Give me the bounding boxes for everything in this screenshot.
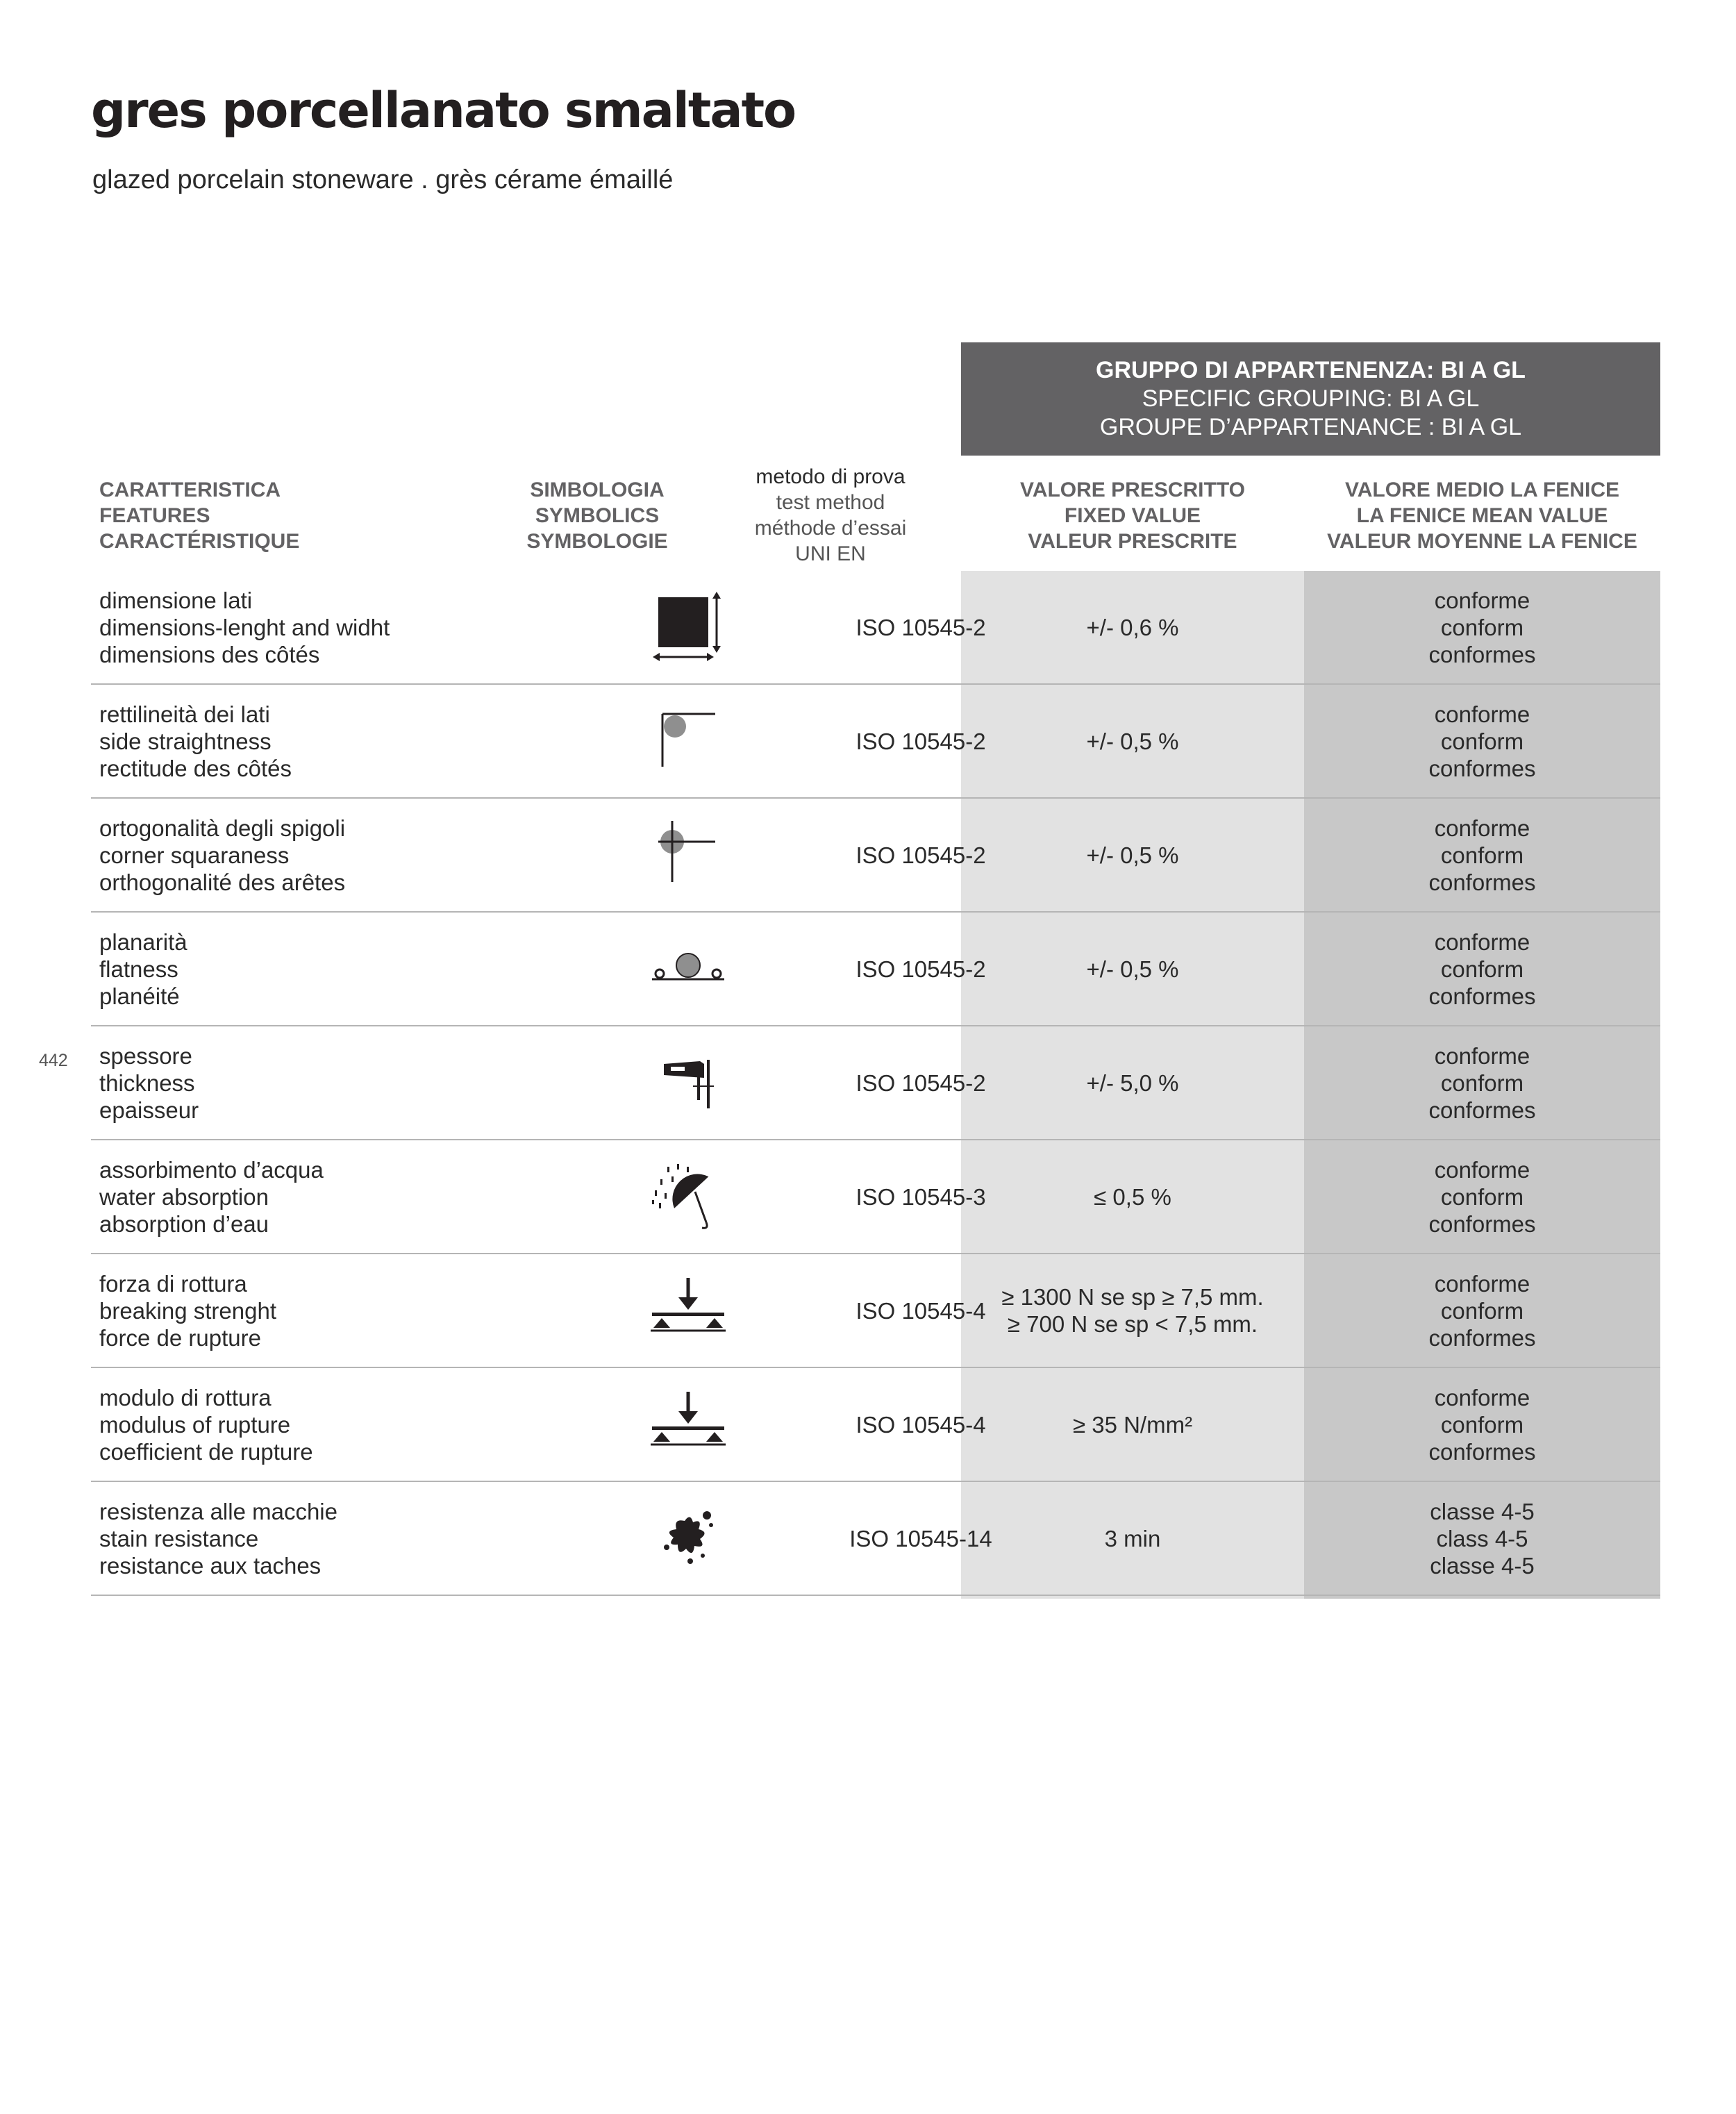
header-mean-en: LA FENICE MEAN VALUE: [1356, 503, 1608, 527]
fixed-value-cell: [961, 1368, 1304, 1481]
fixed-value-cell: [961, 685, 1304, 797]
mean-value-cell: [1304, 913, 1660, 1025]
header-method: [726, 460, 935, 571]
feature-en: side straightness: [99, 728, 272, 754]
fixed-value: +/- 0,5 %: [1086, 728, 1179, 754]
fixed-value-line-1: ≥ 1300 N se sp ≥ 7,5 mm.: [1001, 1284, 1264, 1310]
feature-en: stain resistance: [99, 1525, 259, 1551]
table-row: [91, 913, 1660, 1026]
header-symbol-fr: SYMBOLOGIE: [526, 529, 668, 553]
header-mean-fr: VALEUR MOYENNE LA FENICE: [1327, 529, 1637, 553]
feature-cell: [99, 1026, 530, 1139]
fixed-value-cell: [961, 1482, 1304, 1595]
method-cell: ISO 10545-14: [849, 1525, 992, 1551]
mean-fr: classe 4-5: [1430, 1552, 1535, 1579]
method-cell: ISO 10545-2: [856, 728, 986, 754]
mean-it: conforme: [1434, 1270, 1530, 1297]
mean-value-cell: [1304, 799, 1660, 911]
feature-fr: orthogonalité des arêtes: [99, 869, 346, 895]
mean-it: conforme: [1434, 929, 1530, 955]
mean-value-cell: [1304, 1254, 1660, 1367]
mean-en: class 4-5: [1436, 1525, 1528, 1551]
feature-cell: [99, 799, 530, 911]
header-fixed-en: FIXED VALUE: [1064, 503, 1201, 527]
method-cell: ISO 10545-2: [856, 956, 986, 982]
feature-it: resistenza alle macchie: [99, 1498, 337, 1524]
mean-en: conform: [1440, 1297, 1524, 1324]
feature-cell: [99, 1368, 530, 1481]
mean-en: conform: [1440, 842, 1524, 868]
feature-fr: epaisseur: [99, 1097, 199, 1123]
feature-it: modulo di rottura: [99, 1384, 272, 1410]
table-row: [91, 685, 1660, 799]
fixed-value: +/- 5,0 %: [1086, 1070, 1179, 1096]
mean-fr: conformes: [1428, 641, 1536, 667]
feature-cell: [99, 913, 530, 1025]
feature-fr: absorption d’eau: [99, 1210, 269, 1237]
mean-value-cell: [1304, 571, 1660, 683]
header-symbol-en: SYMBOLICS: [535, 503, 660, 527]
mean-en: conform: [1440, 728, 1524, 754]
header-fixed-it: VALORE PRESCRITTO: [1020, 478, 1245, 501]
mean-fr: conformes: [1428, 1438, 1536, 1465]
header-method-en: test method: [776, 491, 885, 514]
feature-en: modulus of rupture: [99, 1411, 291, 1438]
mean-fr: conformes: [1428, 1097, 1536, 1123]
method-cell: ISO 10545-4: [856, 1297, 986, 1324]
page-title: gres porcellanato smaltato: [91, 82, 796, 139]
feature-fr: coefficient de rupture: [99, 1438, 313, 1465]
feature-fr: resistance aux taches: [99, 1552, 322, 1579]
table-row: [91, 1482, 1660, 1596]
fixed-value: +/- 0,5 %: [1086, 842, 1179, 868]
mean-value-cell: [1304, 685, 1660, 797]
mean-fr: conformes: [1428, 1324, 1536, 1351]
fixed-value-line-2: ≥ 700 N se sp < 7,5 mm.: [1007, 1311, 1258, 1337]
method-cell: ISO 10545-3: [856, 1183, 986, 1210]
mean-en: conform: [1440, 614, 1524, 640]
method-cell: ISO 10545-2: [856, 614, 986, 640]
mean-en: conform: [1440, 956, 1524, 982]
mean-value-cell: [1304, 1140, 1660, 1253]
header-feature: [99, 460, 488, 571]
feature-it: planarità: [99, 929, 187, 955]
feature-cell: [99, 1482, 530, 1595]
method-cell: ISO 10545-2: [856, 1070, 986, 1096]
feature-it: dimensione lati: [99, 587, 253, 613]
mean-en: conform: [1440, 1411, 1524, 1438]
feature-cell: [99, 685, 530, 797]
mean-value-cell: [1304, 1026, 1660, 1139]
mean-it: conforme: [1434, 701, 1530, 727]
mean-fr: conformes: [1428, 983, 1536, 1009]
header-fixed-value: [961, 460, 1304, 571]
feature-it: rettilineità dei lati: [99, 701, 270, 727]
header-symbol: [500, 460, 694, 571]
header-symbol-it: SIMBOLOGIA: [530, 478, 665, 501]
grouping-band: [961, 342, 1660, 456]
fixed-value-cell: [961, 799, 1304, 911]
mean-it: conforme: [1434, 815, 1530, 841]
mean-en: conform: [1440, 1070, 1524, 1096]
feature-en: dimensions-lenght and widht: [99, 614, 390, 640]
method-cell: ISO 10545-4: [856, 1411, 986, 1438]
feature-fr: dimensions des côtés: [99, 641, 320, 667]
mean-fr: conformes: [1428, 755, 1536, 781]
header-feature-fr: CARACTÉRISTIQUE: [99, 529, 300, 553]
fixed-value: 3 min: [1104, 1525, 1161, 1551]
mean-fr: conformes: [1428, 869, 1536, 895]
table-row: [91, 799, 1660, 913]
mean-fr: conformes: [1428, 1210, 1536, 1237]
table-row: [91, 1140, 1660, 1254]
mean-it: conforme: [1434, 1156, 1530, 1183]
fixed-value: ≥ 35 N/mm²: [1072, 1411, 1193, 1438]
table-row: [91, 571, 1660, 685]
feature-fr: planéité: [99, 983, 180, 1009]
page-number: 442: [39, 1051, 68, 1070]
table-row: [91, 1026, 1660, 1140]
table-row: [91, 1254, 1660, 1368]
header-fixed-fr: VALEUR PRESCRITE: [1028, 529, 1237, 553]
fixed-value-cell: [961, 1254, 1304, 1367]
feature-en: thickness: [99, 1070, 195, 1096]
fixed-value-cell: [961, 1140, 1304, 1253]
feature-en: flatness: [99, 956, 178, 982]
mean-value-cell: [1304, 1368, 1660, 1481]
header-mean-it: VALORE MEDIO LA FENICE: [1344, 478, 1619, 501]
feature-it: spessore: [99, 1042, 192, 1069]
header-feature-en: FEATURES: [99, 503, 210, 527]
fixed-value-cell: [961, 571, 1304, 683]
page-subtitle: glazed porcelain stoneware . grès cérame émaillé: [92, 165, 674, 194]
method-cell: ISO 10545-2: [856, 842, 986, 868]
feature-fr: rectitude des côtés: [99, 755, 292, 781]
mean-it: conforme: [1434, 587, 1530, 613]
feature-en: water absorption: [99, 1183, 269, 1210]
fixed-value: +/- 0,5 %: [1086, 956, 1179, 982]
feature-it: ortogonalità degli spigoli: [99, 815, 346, 841]
grouping-line-en: SPECIFIC GROUPING: BI A GL: [1142, 385, 1480, 412]
feature-en: corner squaraness: [99, 842, 290, 868]
feature-en: breaking strenght: [99, 1297, 276, 1324]
mean-value-cell: [1304, 1482, 1660, 1595]
grouping-line-fr: GROUPE D’APPARTENANCE : BI A GL: [1099, 414, 1522, 440]
fixed-value-cell: [961, 1026, 1304, 1139]
header-method-it: metodo di prova: [756, 465, 905, 488]
mean-it: conforme: [1434, 1042, 1530, 1069]
table-row: [91, 1368, 1660, 1482]
feature-it: forza di rottura: [99, 1270, 247, 1297]
feature-cell: [99, 571, 530, 683]
header-method-norm: UNI EN: [795, 542, 866, 565]
header-feature-it: CARATTERISTICA: [99, 478, 281, 501]
fixed-value: ≤ 0,5 %: [1094, 1183, 1171, 1210]
feature-it: assorbimento d’acqua: [99, 1156, 324, 1183]
feature-fr: force de rupture: [99, 1324, 261, 1351]
header-mean-value: [1304, 460, 1660, 571]
mean-en: conform: [1440, 1183, 1524, 1210]
grouping-line-it: GRUPPO DI APPARTENENZA: BI A GL: [1096, 357, 1526, 383]
feature-cell: [99, 1140, 530, 1253]
fixed-value: +/- 0,6 %: [1086, 614, 1179, 640]
fixed-value-cell: [961, 913, 1304, 1025]
mean-it: classe 4-5: [1430, 1498, 1535, 1524]
header-method-fr: méthode d’essai: [754, 517, 907, 540]
feature-cell: [99, 1254, 530, 1367]
mean-it: conforme: [1434, 1384, 1530, 1410]
